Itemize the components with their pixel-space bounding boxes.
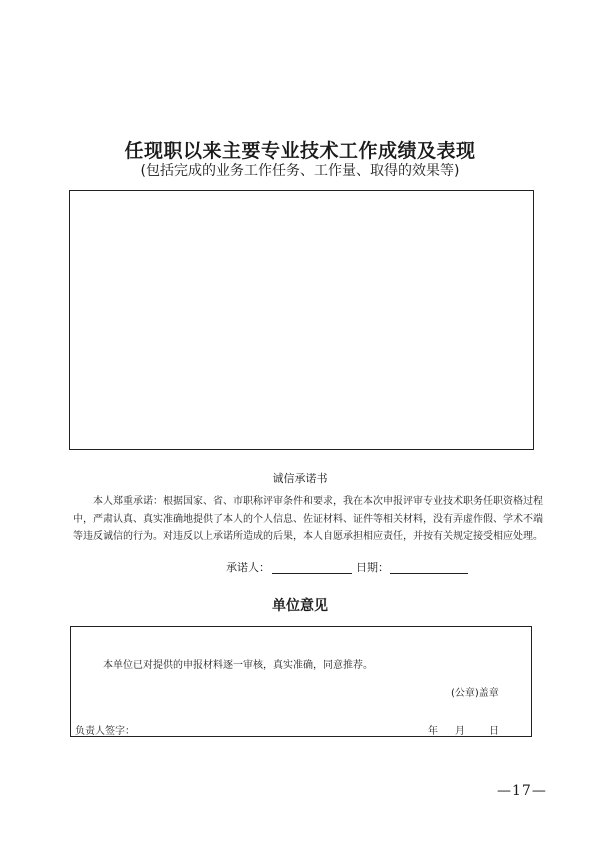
unit-opinion-heading: 单位意见 <box>272 598 328 614</box>
pledge-body: 本人郑重承诺：根据国家、省、市职称评审条件和要求，我在本次申报评审专业技术职务任职资格过程中，严肃认真、真实准确地提供了本人的个人信息、佐证材料、证件等相关材料，没有弄虚作假、学术不端等违反诚信的行为。对违反以上承诺所造成的后果，本人自愿承担相应责任，并按有关规定接受相应处理。 <box>73 496 543 542</box>
date-month-label: 月 <box>455 726 465 737</box>
pledge-signature-row <box>0 557 600 577</box>
page-subtitle: (包括完成的业务工作任务、工作量、取得的效果等) <box>140 163 460 179</box>
page-number: —17— <box>497 783 547 799</box>
page-title: 任现职以来主要专业技术工作成绩及表现 <box>124 140 476 162</box>
unit-opinion-statement: 本单位已对提供的申报材料逐一审核，真实准确，同意推荐。 <box>103 660 373 671</box>
performance-entry-box[interactable] <box>69 190 534 450</box>
date-day-label: 日 <box>489 726 499 737</box>
date-year-label: 年 <box>428 726 438 737</box>
unit-opinion-box <box>70 626 532 737</box>
responsible-signer-label: 负责人签字： <box>75 726 135 737</box>
pledge-signer-label: 承诺人： <box>226 561 270 574</box>
pledge-heading: 诚信承诺书 <box>272 472 328 485</box>
pledge-signer-field[interactable] <box>272 573 352 574</box>
pledge-date-label: 日期： <box>356 561 389 574</box>
pledge-date-field[interactable] <box>390 573 468 574</box>
official-seal-label: (公章)盖章 <box>451 688 499 699</box>
